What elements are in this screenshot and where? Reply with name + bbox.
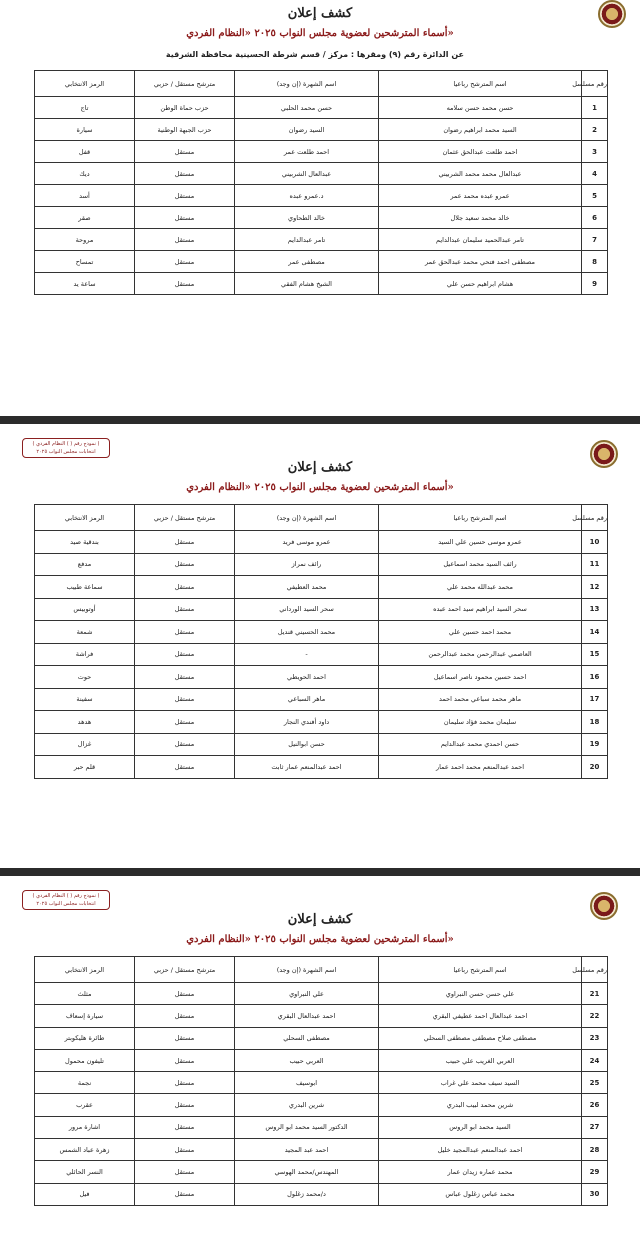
cell-party: مستقل (135, 983, 235, 1005)
cell-symbol: ساعة يد (35, 273, 135, 295)
cell-popular-name: شرين البدري (235, 1094, 379, 1116)
cell-popular-name: احمد طلعت عمر (235, 141, 379, 163)
cell-symbol: أوتوبيس (35, 598, 135, 621)
sheet-subtitle: أسماء المترشحين لعضوية مجلس النواب ٢٠٢٥ «النظام الفردي» (186, 482, 454, 493)
cell-candidate-name: احمد عبدالمنعم محمد احمد عمار (379, 756, 582, 779)
table-row (35, 119, 608, 141)
cell-popular-name: حسن محمد الحلبي (235, 97, 379, 119)
cell-symbol: بندقية صيد (35, 531, 135, 554)
cell-popular-name: داود أفندي النجار (235, 711, 379, 734)
table-row (35, 1027, 608, 1049)
cell-num: 11 (582, 553, 608, 576)
cell-popular-name: رائف نمراز (235, 553, 379, 576)
cell-num: 15 (582, 643, 608, 666)
cell-num: 10 (582, 531, 608, 554)
candidates-table (34, 504, 608, 779)
table-row (35, 1005, 608, 1027)
cell-num: 23 (582, 1027, 608, 1049)
cell-party: مستقل (135, 621, 235, 644)
cell-symbol: قلم حبر (35, 756, 135, 779)
table-row (35, 273, 608, 295)
cell-num: 18 (582, 711, 608, 734)
cell-candidate-name: احمد عبدالمنعم عبدالمجيد خليل (379, 1139, 582, 1161)
table-row (35, 688, 608, 711)
table-row (35, 666, 608, 689)
cell-party: مستقل (135, 1183, 235, 1205)
form-stamp (22, 438, 110, 458)
cell-num: 21 (582, 983, 608, 1005)
form-stamp (22, 890, 110, 910)
cell-party: مستقل (135, 185, 235, 207)
cell-party: مستقل (135, 711, 235, 734)
cell-popular-name: ماهر السباعي (235, 688, 379, 711)
cell-candidate-name: علي حسن حسن النبراوي (379, 983, 582, 1005)
table-row (35, 733, 608, 756)
col-symbol-header: الرمز الانتخابي (35, 957, 135, 983)
cell-candidate-name: السيد محمد ابو الروس (379, 1116, 582, 1138)
cell-symbol: عقرب (35, 1094, 135, 1116)
col-symbol-header: الرمز الانتخابي (35, 71, 135, 97)
cell-num: 4 (582, 163, 608, 185)
announcement-sheet-3 (0, 876, 640, 1239)
announcement-sheet-2 (0, 424, 640, 868)
table-row (35, 576, 608, 599)
cell-candidate-name: محمد عبدالله محمد علي (379, 576, 582, 599)
table-row (35, 163, 608, 185)
cell-party: مستقل (135, 531, 235, 554)
cell-symbol: ديك (35, 163, 135, 185)
stamp-line-2: انتخابات مجلس النواب ٢٠٢٥ (36, 901, 96, 907)
cell-num: 27 (582, 1116, 608, 1138)
cell-candidate-name: محمد عباس زغلول عباس (379, 1183, 582, 1205)
col-popular-header: اسم الشهرة (إن وجد) (235, 957, 379, 983)
col-num-header: رقم مسلسل (582, 505, 608, 531)
table-row (35, 1139, 608, 1161)
table-row (35, 598, 608, 621)
cell-num: 26 (582, 1094, 608, 1116)
table-header-row (35, 957, 608, 983)
cell-party: مستقل (135, 1072, 235, 1094)
cell-num: 25 (582, 1072, 608, 1094)
cell-symbol: طائرة هليكوبتر (35, 1027, 135, 1049)
table-row (35, 229, 608, 251)
cell-popular-name: الدكتور السيد محمد ابو الروس (235, 1116, 379, 1138)
col-num-header: رقم مسلسل (582, 957, 608, 983)
cell-num: 13 (582, 598, 608, 621)
announcement-sheet-1 (0, 0, 640, 416)
cell-party: مستقل (135, 1005, 235, 1027)
col-num-header: رقم مسلسل (582, 71, 608, 97)
cell-candidate-name: شرين محمد لبيب البدري (379, 1094, 582, 1116)
cell-symbol: نجمة (35, 1072, 135, 1094)
cell-popular-name: محمد العطيفي (235, 576, 379, 599)
cell-popular-name: علي النبراوي (235, 983, 379, 1005)
cell-symbol: تاج (35, 97, 135, 119)
cell-candidate-name: احمد عبدالعال احمد عطيفي البقري (379, 1005, 582, 1027)
cell-num: 12 (582, 576, 608, 599)
cell-candidate-name: عمرو عبده محمد عمر (379, 185, 582, 207)
cell-popular-name: مصطفى عمر (235, 251, 379, 273)
cell-party: مستقل (135, 1161, 235, 1183)
sheet-title: كشف إعلان (287, 912, 353, 927)
candidates-table (34, 70, 608, 295)
cell-party: مستقل (135, 756, 235, 779)
cell-candidate-name: احمد طلعت عبدالحق عثمان (379, 141, 582, 163)
cell-popular-name: سحر السيد الورداني (235, 598, 379, 621)
cell-candidate-name: رائف السيد محمد اسماعيل (379, 553, 582, 576)
cell-party: مستقل (135, 553, 235, 576)
cell-party: حزب الجبهة الوطنية (135, 119, 235, 141)
cell-popular-name: المهندس/محمد الهوسي (235, 1161, 379, 1183)
cell-symbol: زهرة عباد الشمس (35, 1139, 135, 1161)
table-row (35, 1116, 608, 1138)
cell-candidate-name: مصطفى صلاح مصطفى مصطفى السحلي (379, 1027, 582, 1049)
candidates-table (34, 956, 608, 1206)
cell-num: 9 (582, 273, 608, 295)
cell-num: 16 (582, 666, 608, 689)
cell-popular-name: مصطفى السحلي (235, 1027, 379, 1049)
col-name-header: اسم المترشح رباعيا (379, 71, 582, 97)
cell-party: مستقل (135, 576, 235, 599)
table-row (35, 621, 608, 644)
col-symbol-header: الرمز الانتخابي (35, 505, 135, 531)
table-header-row (35, 71, 608, 97)
cell-candidate-name: خالد محمد سعيد جلال (379, 207, 582, 229)
cell-party: مستقل (135, 643, 235, 666)
table-header-row (35, 505, 608, 531)
cell-num: 29 (582, 1161, 608, 1183)
cell-num: 8 (582, 251, 608, 273)
cell-candidate-name: محمد احمد حسين علي (379, 621, 582, 644)
cell-party: مستقل (135, 1094, 235, 1116)
table-row (35, 1183, 608, 1205)
cell-popular-name: - (235, 643, 379, 666)
sheet-subtitle: أسماء المترشحين لعضوية مجلس النواب ٢٠٢٥ «النظام الفردي» (186, 934, 454, 945)
cell-symbol: تليفون محمول (35, 1049, 135, 1071)
cell-num: 6 (582, 207, 608, 229)
table-row (35, 97, 608, 119)
table-row (35, 711, 608, 734)
cell-party: حزب حماة الوطن (135, 97, 235, 119)
col-party-header: مترشح مستقل / حزبي (135, 957, 235, 983)
cell-num: 22 (582, 1005, 608, 1027)
cell-candidate-name: السيد سيف محمد علي غراب (379, 1072, 582, 1094)
cell-party: مستقل (135, 1139, 235, 1161)
cell-popular-name: تامر عبدالدايم (235, 229, 379, 251)
table-row (35, 553, 608, 576)
cell-symbol: مدفع (35, 553, 135, 576)
cell-candidate-name: عمرو موسى حسين علي السيد (379, 531, 582, 554)
cell-num: 28 (582, 1139, 608, 1161)
cell-party: مستقل (135, 229, 235, 251)
cell-num: 24 (582, 1049, 608, 1071)
cell-party: مستقل (135, 1116, 235, 1138)
cell-num: 20 (582, 756, 608, 779)
cell-num: 5 (582, 185, 608, 207)
cell-symbol: النسر الحائلي (35, 1161, 135, 1183)
stamp-line-1: ( نموذج رقم ( ) النظام الفردي ) (32, 441, 100, 447)
table-row (35, 1049, 608, 1071)
sheet-title: كشف إعلان (287, 6, 353, 21)
cell-symbol: فراشة (35, 643, 135, 666)
cell-symbol: حوت (35, 666, 135, 689)
cell-popular-name: احمد عبدالعال البقري (235, 1005, 379, 1027)
cell-popular-name: العربي حبيب (235, 1049, 379, 1071)
cell-candidate-name: سليمان محمد فؤاد سليمان (379, 711, 582, 734)
table-row (35, 251, 608, 273)
table-row (35, 141, 608, 163)
cell-num: 1 (582, 97, 608, 119)
cell-num: 7 (582, 229, 608, 251)
cell-symbol: مروحة (35, 229, 135, 251)
col-party-header: مترشح مستقل / حزبي (135, 71, 235, 97)
district-line: عن الدائرة رقم (٩) ومقرها : مركز / قسم شرطة الحسينية محافظة الشرقية (165, 50, 464, 59)
cell-num: 2 (582, 119, 608, 141)
cell-party: مستقل (135, 733, 235, 756)
cell-party: مستقل (135, 251, 235, 273)
table-row (35, 1161, 608, 1183)
cell-party: مستقل (135, 666, 235, 689)
cell-party: مستقل (135, 1049, 235, 1071)
cell-num: 14 (582, 621, 608, 644)
cell-candidate-name: العربي الغريب علي حبيب (379, 1049, 582, 1071)
cell-candidate-name: حسن احمدي محمد عبدالدايم (379, 733, 582, 756)
table-row (35, 207, 608, 229)
cell-party: مستقل (135, 207, 235, 229)
table-row (35, 531, 608, 554)
cell-popular-name: ابوسيف (235, 1072, 379, 1094)
cell-popular-name: خالد الطحاوي (235, 207, 379, 229)
cell-symbol: سيارة إسعاف (35, 1005, 135, 1027)
sheet-subtitle: أسماء المترشحين لعضوية مجلس النواب ٢٠٢٥ «النظام الفردي» (186, 28, 454, 39)
cell-popular-name: حسن ابوالنيل (235, 733, 379, 756)
table-row (35, 1072, 608, 1094)
cell-candidate-name: مصطفى احمد فتحي محمد عبدالحق عمر (379, 251, 582, 273)
col-name-header: اسم المترشح رباعيا (379, 957, 582, 983)
cell-party: مستقل (135, 273, 235, 295)
cell-symbol: هدهد (35, 711, 135, 734)
cell-candidate-name: العاصمي عبدالرحمن محمد عبدالرحمن (379, 643, 582, 666)
cell-popular-name: احمد الحويطي (235, 666, 379, 689)
table-row (35, 756, 608, 779)
cell-party: مستقل (135, 688, 235, 711)
table-row (35, 983, 608, 1005)
stamp-line-1: ( نموذج رقم ( ) النظام الفردي ) (32, 893, 100, 899)
cell-candidate-name: السيد محمد ابراهيم رضوان (379, 119, 582, 141)
cell-popular-name: محمد الحسيني قنديل (235, 621, 379, 644)
cell-popular-name: عمرو موسى فريد (235, 531, 379, 554)
cell-symbol: صقر (35, 207, 135, 229)
cell-candidate-name: عبدالعال محمد محمد الشربيني (379, 163, 582, 185)
col-popular-header: اسم الشهرة (إن وجد) (235, 71, 379, 97)
cell-popular-name: د.عمرو عبده (235, 185, 379, 207)
table-row (35, 185, 608, 207)
cell-candidate-name: ماهر محمد سباعي محمد احمد (379, 688, 582, 711)
cell-symbol: سماعة طبيب (35, 576, 135, 599)
cell-symbol: شمعة (35, 621, 135, 644)
col-name-header: اسم المترشح رباعيا (379, 505, 582, 531)
cell-symbol: قفل (35, 141, 135, 163)
col-party-header: مترشح مستقل / حزبي (135, 505, 235, 531)
cell-popular-name: عبدالعال الشربيني (235, 163, 379, 185)
cell-party: مستقل (135, 163, 235, 185)
cell-candidate-name: احمد حسين محمود ناصر اسماعيل (379, 666, 582, 689)
cell-num: 30 (582, 1183, 608, 1205)
cell-symbol: سيارة (35, 119, 135, 141)
table-row (35, 643, 608, 666)
col-popular-header: اسم الشهرة (إن وجد) (235, 505, 379, 531)
cell-popular-name: احمد عبدالمنعم عمار ثابت (235, 756, 379, 779)
cell-symbol: مثلث (35, 983, 135, 1005)
cell-symbol: غزال (35, 733, 135, 756)
cell-symbol: اشارة مرور (35, 1116, 135, 1138)
cell-party: مستقل (135, 141, 235, 163)
cell-candidate-name: هشام ابراهيم حسن علي (379, 273, 582, 295)
sheet-title: كشف إعلان (287, 460, 353, 475)
cell-symbol: أسد (35, 185, 135, 207)
cell-symbol: سفينة (35, 688, 135, 711)
cell-popular-name: د/محمد زغلول (235, 1183, 379, 1205)
cell-popular-name: احمد عبد المجيد (235, 1139, 379, 1161)
cell-popular-name: الشيخ هشام الفقي (235, 273, 379, 295)
cell-num: 17 (582, 688, 608, 711)
cell-num: 19 (582, 733, 608, 756)
table-row (35, 1094, 608, 1116)
cell-symbol: فيل (35, 1183, 135, 1205)
stamp-line-2: انتخابات مجلس النواب ٢٠٢٥ (36, 449, 96, 455)
cell-popular-name: السيد رضوان (235, 119, 379, 141)
cell-candidate-name: سحر السيد ابراهيم سيد احمد عبده (379, 598, 582, 621)
cell-num: 3 (582, 141, 608, 163)
cell-party: مستقل (135, 1027, 235, 1049)
cell-symbol: تمساح (35, 251, 135, 273)
cell-candidate-name: محمد عماره زيدان عمار (379, 1161, 582, 1183)
cell-party: مستقل (135, 598, 235, 621)
cell-candidate-name: حسن محمد حسن سلامه (379, 97, 582, 119)
cell-candidate-name: تامر عبدالحميد سليمان عبدالدايم (379, 229, 582, 251)
